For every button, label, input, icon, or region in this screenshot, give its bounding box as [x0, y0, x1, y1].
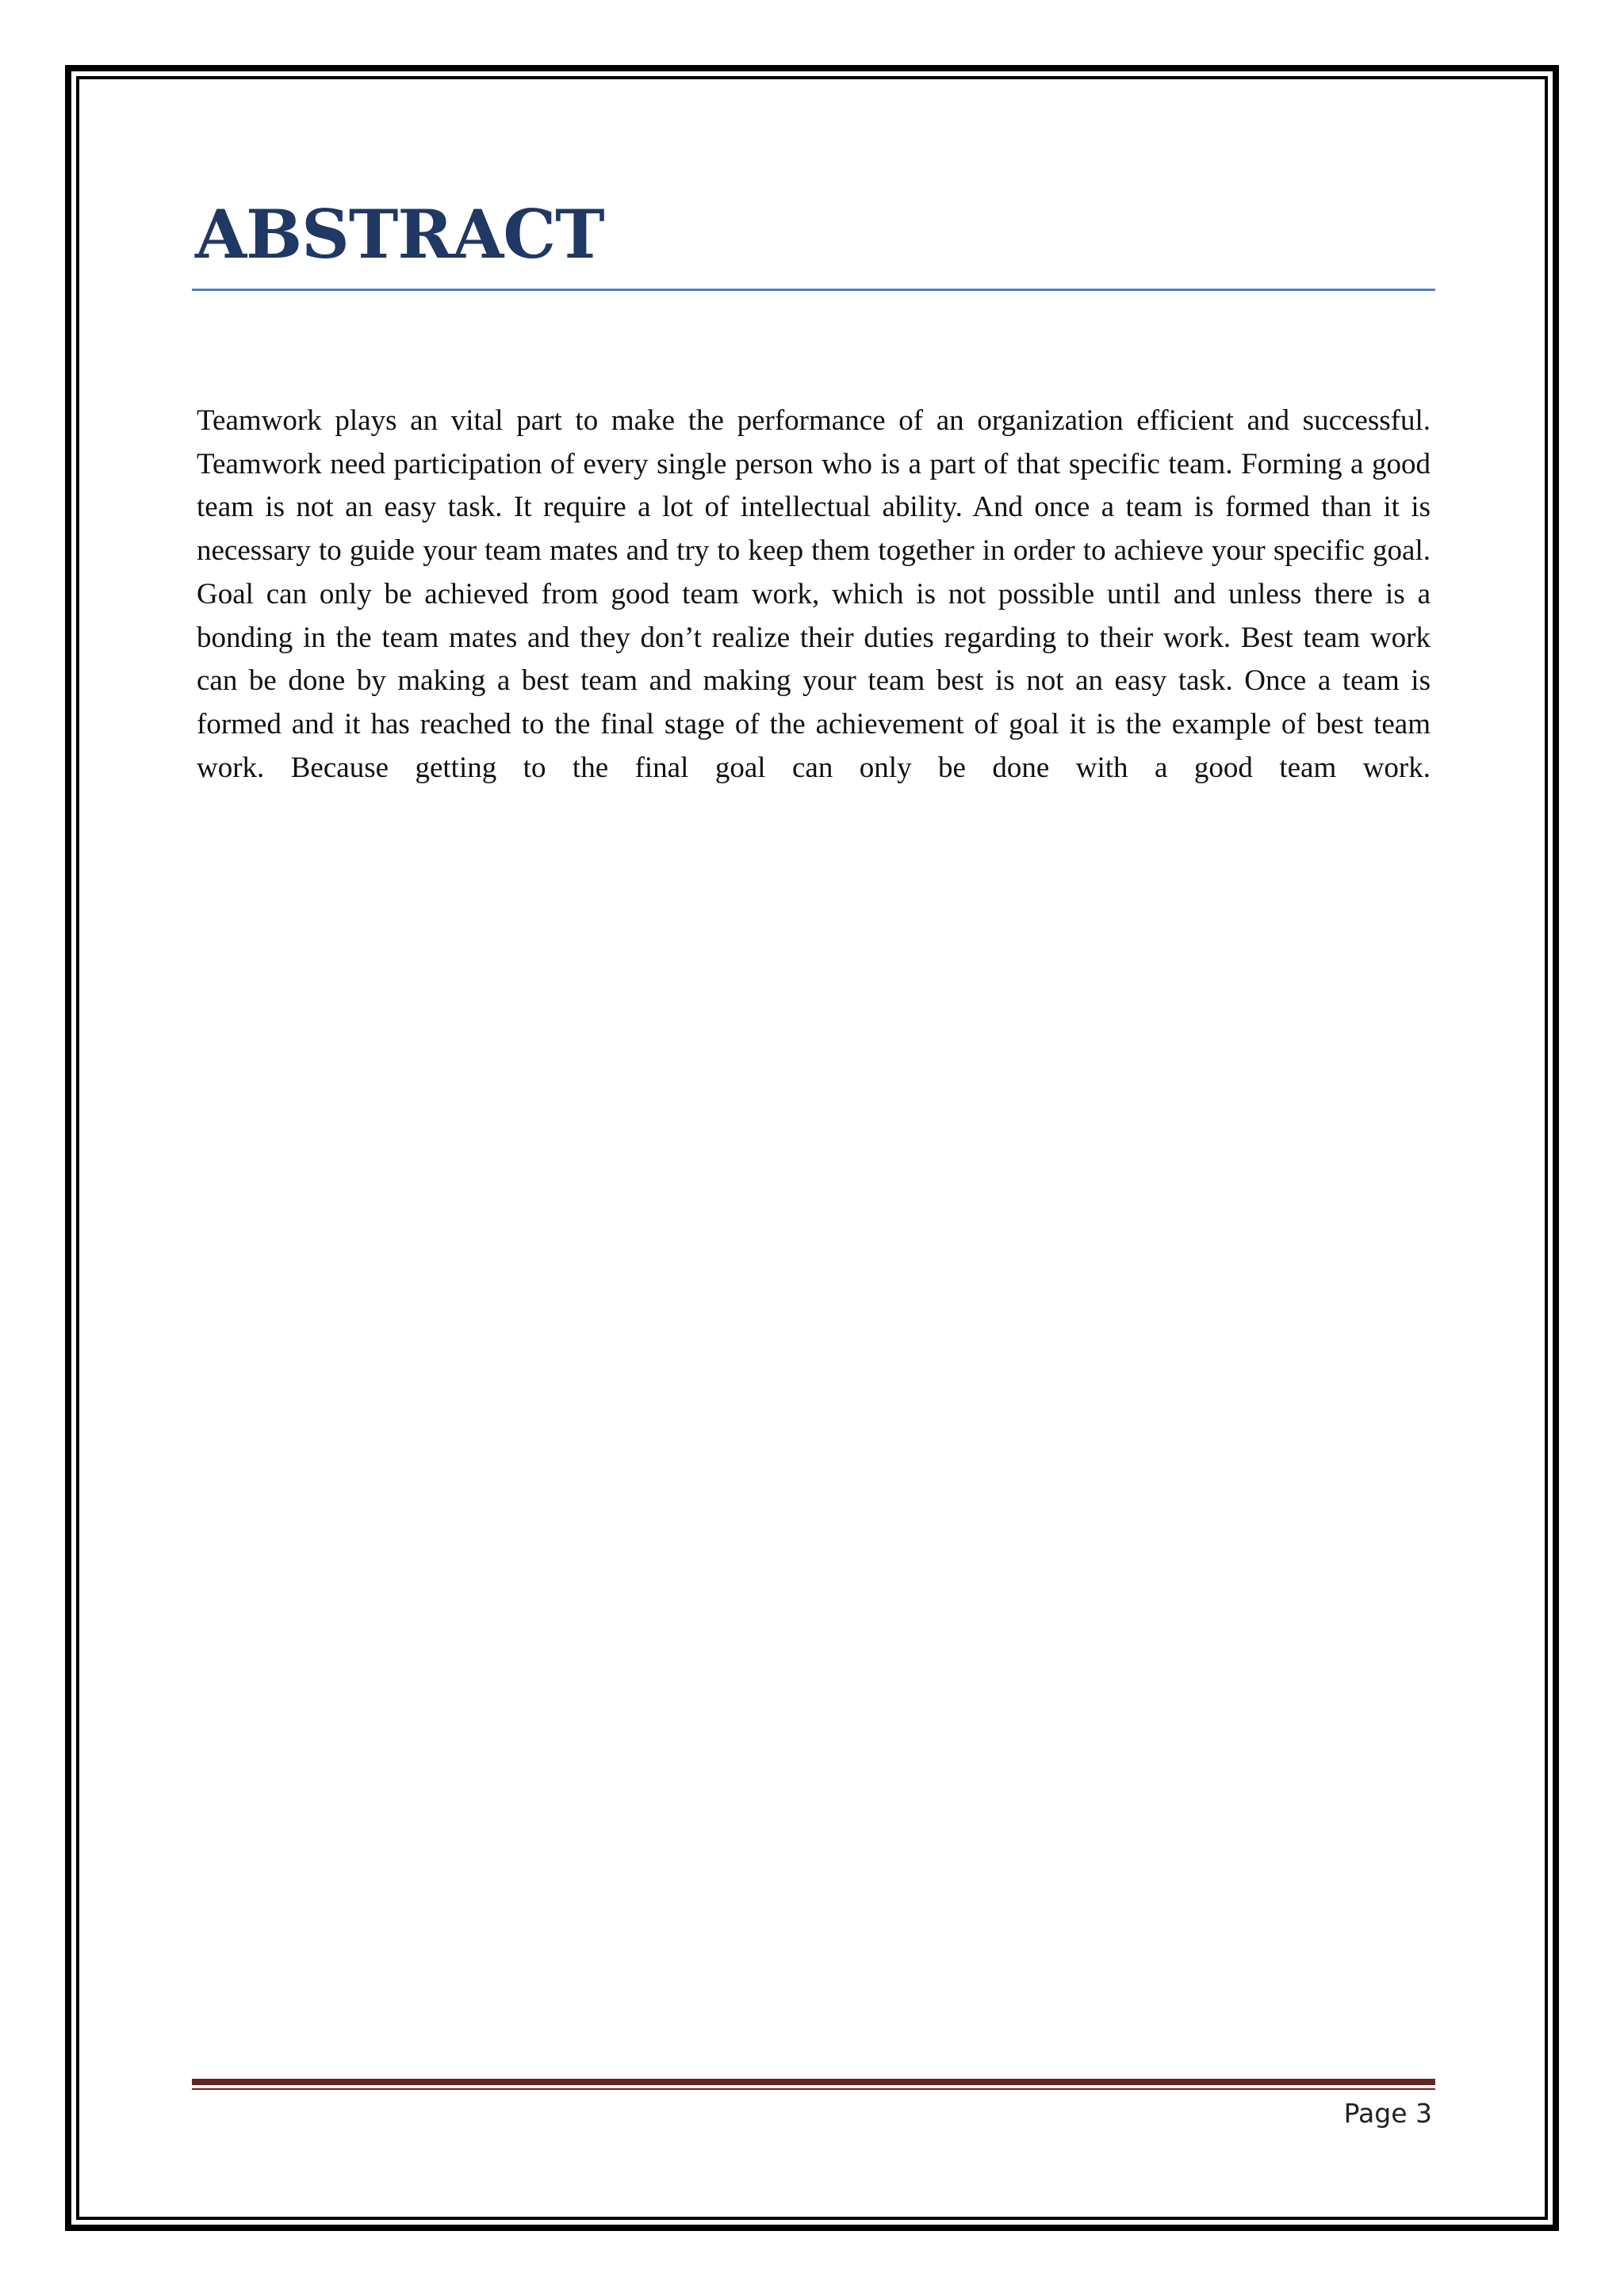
footer-rule-thick	[192, 2079, 1435, 2085]
abstract-heading: ABSTRACT	[195, 195, 604, 274]
page-border-inner	[76, 76, 1548, 2220]
abstract-paragraph: Teamwork plays an vital part to make the performance of an organization efficient and successful. Teamwork need participation of every single person who is a part of that specific team. Forming a good team is not an easy task. It require a lot of intellectual ability. And once a team is formed than it is necessary to guide your team mates and try to keep them together in order to achieve your specific goal. Goal can only be achieved from good team work, which is not possible until and unless there is a bonding in the team mates and they don’t realize their duties regarding to their work. Best team work can be done by making a best team and making your team best is not an easy task. Once a team is formed and it has reached to the final stage of the achievement of goal it is the example of best team work. Because getting to the final goal can only be done with a good team work.	[197, 404, 1431, 784]
page-number: Page 3	[1343, 2098, 1432, 2129]
footer-rule-thin	[192, 2088, 1435, 2090]
heading-underline	[192, 289, 1435, 291]
